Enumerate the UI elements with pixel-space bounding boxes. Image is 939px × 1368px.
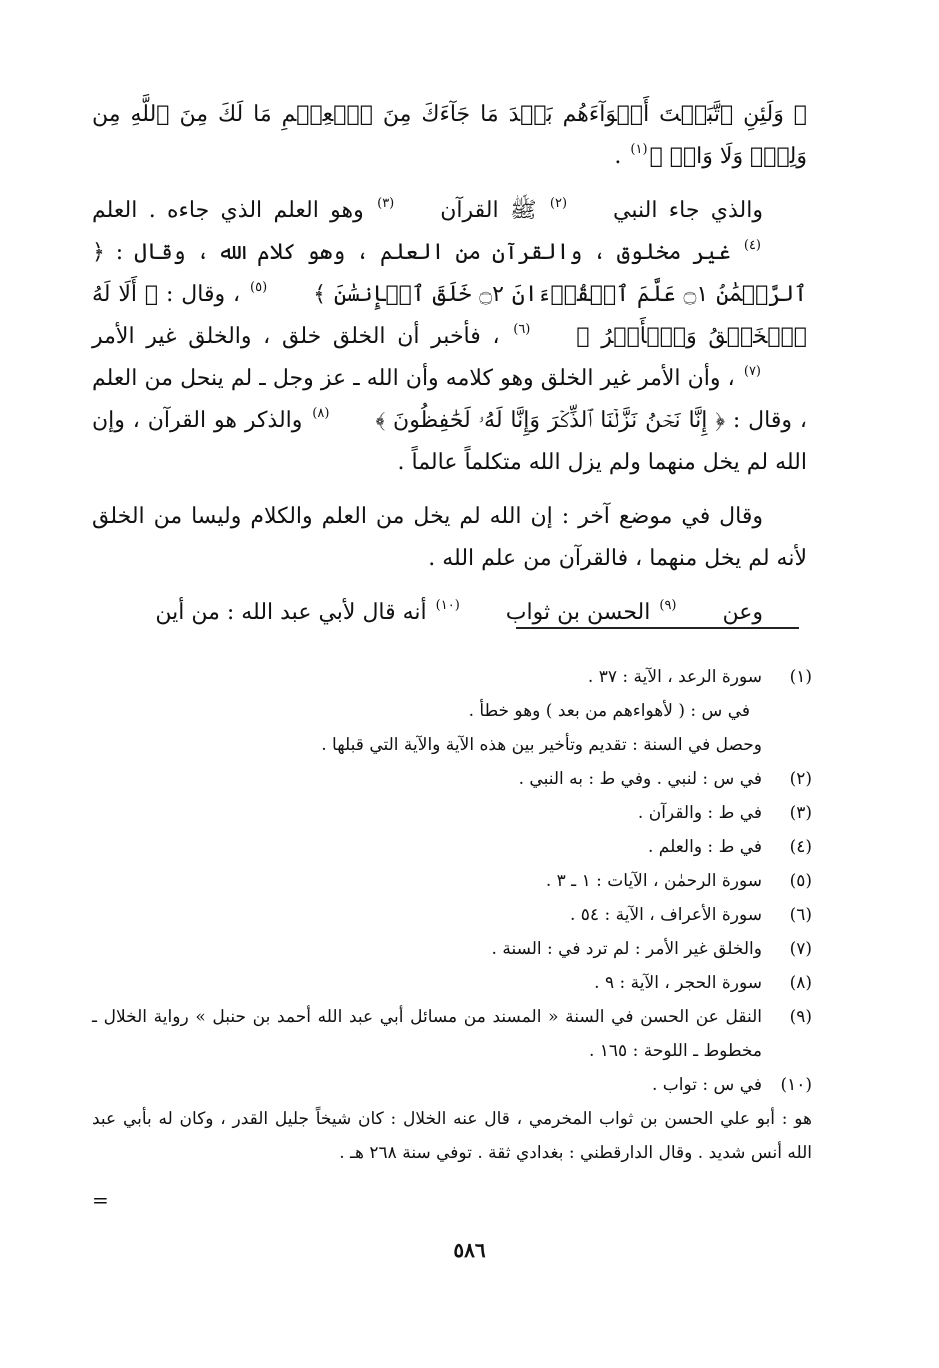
footnote-line: في س : لنبي . وفي ط : به النبي .	[518, 769, 762, 789]
text-segment: ﷺ القرآن	[440, 198, 548, 223]
text-segment: ، وأن الأمر غير الخلق وهو كلامه وأن الله ـ عز وجل ـ لم ينحل من العلم ، وقال :	[92, 366, 807, 433]
footnote-number: (٨)	[789, 973, 812, 993]
continuation-mark: =	[92, 1188, 109, 1212]
footnote-line: سورة الأعراف ، الآية : ٥٤ .	[569, 905, 762, 925]
footnote-number: (٦)	[789, 905, 812, 925]
footnote-divider	[516, 627, 799, 629]
footnote-ref-8: (٨)	[312, 406, 330, 421]
footnote-2	[92, 762, 812, 796]
footnote-3	[92, 796, 812, 830]
footnote-number: (٩)	[789, 1007, 812, 1027]
quran-verse: ﴿ وَلَئِنِ ٱتَّبَعۡتَ أَهۡوَآءَهُم بَعۡدَ مَا جَآءَكَ مِنَ ٱلۡعِلۡمِ مَا لَكَ مِنَ ٱللَّهِ مِن وَلِيّٖ وَلَا وَاقٖ ﴾	[92, 102, 807, 169]
footnote-line: النقل عن الحسن في السنة « المسند من مسائل أبي عبد الله أحمد بن حنبل » رواية الخلال ـ مخطوط ـ اللوحة : ١٦٥ .	[92, 1007, 762, 1061]
footnote-number: (٢)	[789, 769, 812, 789]
footnote-ref-7: (٧)	[743, 364, 761, 379]
footnote-line: في ط : والعلم .	[647, 837, 762, 857]
footnote-5	[92, 864, 812, 898]
footnote-biography: هو : أبو علي الحسن بن ثواب المخرمي ، قال عنه الخلال : كان شيخاً جليل القدر ، وكان له بأبي عبد الله أنس شديد . وقال الدارقطني : بغدادي ثقة . توفي سنة ٢٦٨ هـ .	[92, 1109, 812, 1163]
text-segment: وهو العلم الذي جاءه . العلم	[92, 198, 376, 223]
footnote-line: وحصل في السنة : تقديم وتأخير بين هذه الآية والآية التي قبلها .	[321, 735, 762, 755]
quran-verse: ﴿ إِنَّا نَحۡنُ نَزَّلۡنَا ٱلذِّكۡرَ وَإِنَّا لَهُۥ لَحَٰفِظُونَ ﴾	[375, 408, 726, 433]
quran-verse: ﴿ أَلَا لَهُ ٱلۡخَلۡقُ وَٱلۡأَمۡرُ ﴾	[92, 282, 807, 349]
footnote-number: (٧)	[789, 939, 812, 959]
footnote-6	[92, 898, 812, 932]
paragraph-verse	[92, 94, 807, 178]
footnote-line: سورة الرعد ، الآية : ٣٧ .	[587, 667, 762, 687]
footnote-ref-6: (٦)	[513, 322, 531, 337]
footnote-7	[92, 932, 812, 966]
footnotes	[92, 660, 812, 1170]
text-segment: الحسن بن ثواب	[505, 600, 658, 625]
footnote-ref-4: (٤)	[743, 238, 761, 253]
footnote-ref-10: (١٠)	[435, 598, 460, 613]
footnote-ref-9: (٩)	[659, 598, 677, 613]
footnote-number: (٣)	[789, 803, 812, 823]
quran-verse: ﴿ ٱلرَّحۡمَٰنُ ۝١ عَلَّمَ ٱلۡقُرۡءَانَ ۝٢ خَلَقَ ٱلۡإِنسَٰنَ ﴾	[92, 240, 807, 307]
text-segment: غير مخلوق ، والقرآن من العلم ، وهو كلام الله ، وقال :	[104, 240, 742, 265]
footnote-1	[92, 660, 812, 762]
main-text	[92, 94, 807, 634]
text-segment: ، وقال :	[158, 282, 248, 307]
footnote-number: (١)	[789, 667, 812, 687]
page-number: ٥٨٦	[453, 1238, 486, 1262]
text-segment: وعن	[722, 600, 763, 625]
footnote-number: (١٠)	[780, 1075, 812, 1095]
footnote-ref-2: (٢)	[549, 196, 568, 211]
text-segment: ، فأخبر أن الخلق خلق ، والخلق غير الأمر	[92, 324, 512, 349]
footnote-line: في س : ( لأهواءهم من بعد ) وهو خطأ .	[468, 701, 750, 721]
verse-end: .	[614, 144, 629, 169]
footnote-10	[92, 1068, 812, 1102]
footnote-9	[92, 1000, 812, 1068]
footnote-line: في ط : والقرآن .	[637, 803, 762, 823]
footnote-ref-1: (١)	[630, 142, 648, 157]
text-segment: والذكر هو القرآن ، وإن الله لم يخل منهما ولم يزل الله متكلماً عالماً .	[92, 408, 807, 475]
footnote-number: (٤)	[789, 837, 812, 857]
text-segment: والذي جاء النبي	[613, 198, 763, 223]
footnote-line: في س : تواب .	[651, 1075, 762, 1095]
footnote-ref-3: (٣)	[377, 196, 395, 211]
text-segment: أنه قال لأبي عبد الله : من أين	[155, 600, 434, 625]
paragraph-knowledge	[92, 190, 807, 484]
footnote-line: سورة الحجر ، الآية : ٩ .	[594, 973, 762, 993]
footnote-line: سورة الرحمٰن ، الآيات : ١ ـ ٣ .	[545, 871, 762, 891]
paragraph-another-place: وقال في موضع آخر : إن الله لم يخل من العلم والكلام وليسا من الخلق لأنه لم يخل منهما ، فالقرآن من علم الله .	[92, 504, 807, 571]
footnote-4	[92, 830, 812, 864]
footnote-line: والخلق غير الأمر : لم ترد في : السنة .	[491, 939, 762, 959]
footnote-8	[92, 966, 812, 1000]
footnote-number: (٥)	[789, 871, 812, 891]
footnote-ref-5: (٥)	[250, 280, 268, 295]
